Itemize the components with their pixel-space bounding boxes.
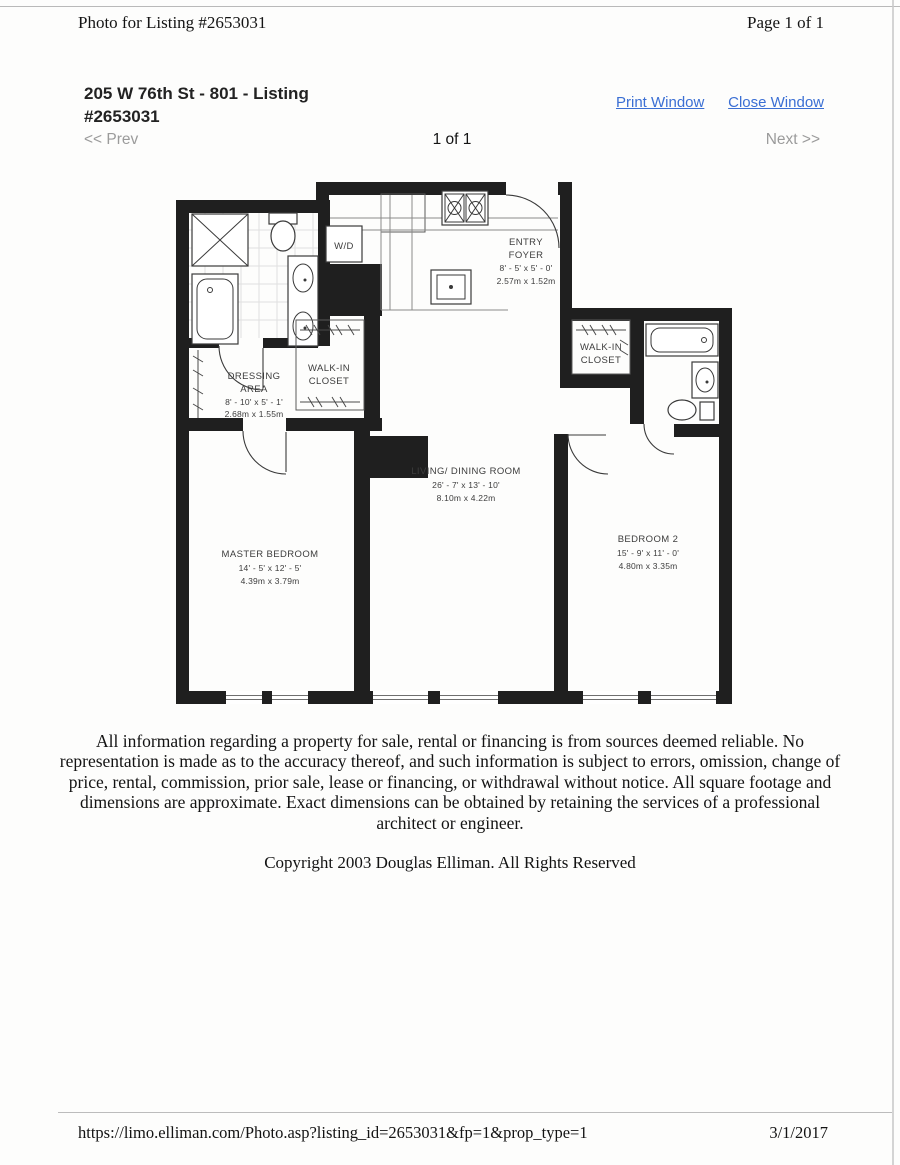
- listing-title: [84, 82, 384, 128]
- label-master-m: 4.39m x 3.79m: [240, 576, 300, 586]
- toilet-icon: [271, 221, 295, 251]
- label-dressing-ft: 8' - 10' x 5' - 1': [225, 397, 283, 407]
- scan-artifact-top-line: [0, 6, 900, 7]
- label-bedroom2: BEDROOM 2: [617, 534, 679, 545]
- label-living-ft: 26' - 7' x 13' - 10': [432, 480, 500, 490]
- window-actions: [616, 94, 824, 111]
- footer-date: 3/1/2017: [769, 1123, 828, 1142]
- listing-title-line2: #2653031: [84, 107, 160, 126]
- label-entry-1: ENTRY: [508, 237, 544, 248]
- bedroom2-door-arc: [568, 434, 608, 474]
- floorplan-image: [168, 178, 742, 712]
- toilet2-icon: [668, 400, 696, 420]
- label-closet-right-2: CLOSET: [580, 355, 622, 366]
- label-living: LIVING/ DINING ROOM: [411, 466, 521, 477]
- label-entry-m: 2.57m x 1.52m: [496, 276, 556, 286]
- toilet2-tank-icon: [700, 402, 714, 420]
- copyright-line: Copyright 2003 Douglas Elliman. All Rights Reserved: [264, 853, 636, 872]
- footer-url: https://limo.elliman.com/Photo.asp?listing_id=2653031&fp=1&prop_type=1: [78, 1123, 588, 1142]
- master-door-arc: [243, 431, 286, 474]
- next-link[interactable]: Next >>: [765, 131, 820, 148]
- legal-disclaimer: All information regarding a property for sale, rental or financing is from sources deemed reliable. No representation is made as to the accuracy thereof, and such information is subject to errors, omission, change of price, rental, commission, prior sale, lease or financing, or withdrawal without notice. All square footage and dimensions are approximate. Exact dimensions can be obtained by retaining the services of a professional architect or engineer.: [59, 731, 841, 833]
- pager-count: 1 of 1: [432, 131, 472, 148]
- floorplan-drawing: [168, 178, 742, 712]
- print-header: [78, 13, 824, 33]
- prev-link[interactable]: << Prev: [84, 131, 139, 148]
- double-vanity-icon: [288, 256, 318, 346]
- bathtub-icon: [192, 274, 238, 344]
- label-living-m: 8.10m x 4.22m: [436, 493, 496, 503]
- print-footer: [78, 1123, 828, 1143]
- footer-divider-line: [58, 1112, 892, 1113]
- master-bathroom: [192, 213, 318, 346]
- label-dressing-1: DRESSING: [227, 371, 281, 382]
- print-header-title: Photo for Listing #2653031: [78, 13, 267, 32]
- label-closet-mid-1: WALK-IN: [307, 363, 351, 374]
- stove-icon: [442, 191, 488, 225]
- photo-pager: [84, 131, 820, 149]
- second-bathroom: [646, 324, 718, 420]
- page-number: Page 1 of 1: [747, 13, 824, 32]
- label-entry-2: FOYER: [508, 250, 544, 261]
- label-wd: W/D: [334, 241, 354, 252]
- label-bedroom2-m: 4.80m x 3.35m: [618, 561, 678, 571]
- label-dressing-m: 2.68m x 1.55m: [224, 409, 284, 419]
- close-window-link[interactable]: Close Window: [728, 94, 824, 111]
- label-dressing-2: AREA: [240, 384, 268, 395]
- bath2-door-arc: [644, 424, 674, 454]
- dressing-rod-icon: [193, 350, 203, 418]
- cabinet-icon: [381, 194, 425, 232]
- label-closet-mid-2: CLOSET: [308, 376, 350, 387]
- label-entry-ft: 8' - 5' x 5' - 0': [499, 263, 553, 273]
- label-closet-right-1: WALK-IN: [579, 342, 623, 353]
- label-master: MASTER BEDROOM: [221, 549, 319, 560]
- print-window-link[interactable]: Print Window: [616, 94, 705, 111]
- scan-artifact-right-line: [892, 0, 894, 1165]
- label-bedroom2-ft: 15' - 9' x 11' - 0': [616, 548, 680, 558]
- listing-title-line1: 205 W 76th St - 801 - Listing: [84, 84, 309, 103]
- label-master-ft: 14' - 5' x 12' - 5': [238, 563, 302, 573]
